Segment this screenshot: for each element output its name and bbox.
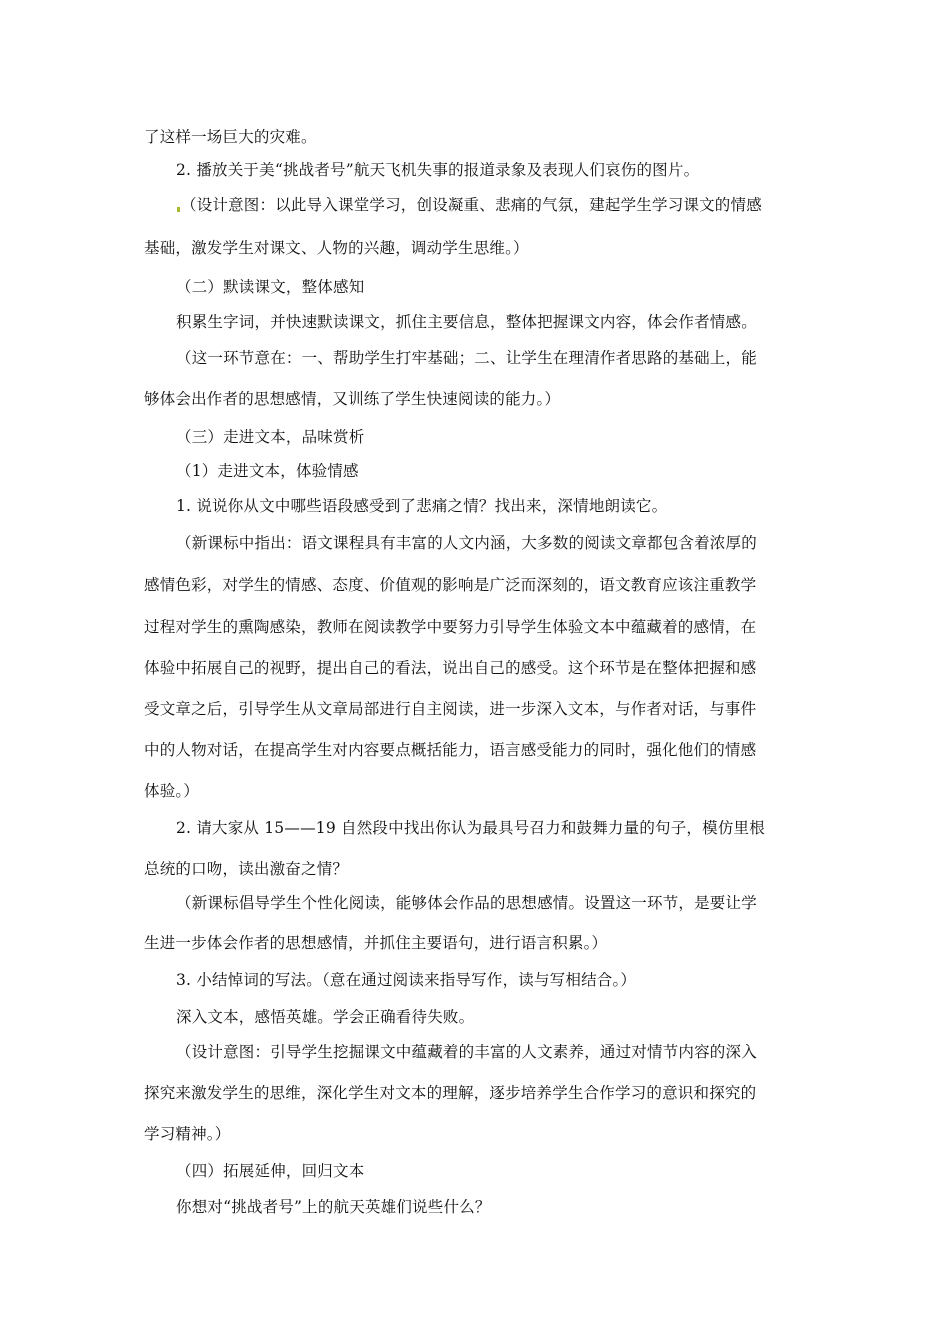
text-line: （新课标倡导学生个性化阅读，能够体会作品的思想感情。设置这一环节，是要让学: [176, 894, 757, 912]
text-line: 基础，激发学生对课文、人物的兴趣，调动学生思维。）: [144, 239, 529, 257]
text-line: （这一环节意在：一、帮助学生打牢基础；二、让学生在理清作者思路的基础上，能: [176, 349, 757, 367]
text-line: 感情色彩，对学生的情感、态度、价值观的影响是广泛而深刻的，语文教育应该注重教学: [144, 576, 757, 594]
text-line: （设计意图：以此导入课堂学习，创设凝重、悲痛的气氛，建起学生学习课文的情感: [176, 195, 762, 215]
text-line: 够体会出作者的思想感情，又训练了学生快速阅读的能力。）: [144, 390, 561, 408]
text-line: 中的人物对话，在提高学生对内容要点概括能力，语言感受能力的同时，强化他们的情感: [144, 741, 757, 759]
marker-dot-icon: [177, 207, 180, 212]
section-heading: （二）默读课文，整体感知: [176, 278, 365, 296]
text-line: 2. 播放关于美“挑战者号”航天飞机失事的报道录象及表现人们哀伤的图片。: [176, 161, 700, 179]
text-line: 体验中拓展自己的视野，提出自己的看法，说出自己的感受。这个环节是在整体把握和感: [144, 659, 757, 677]
text-line: 生进一步体会作者的思想感情，并抓住主要语句，进行语言积累。）: [144, 934, 608, 952]
text-line: 3. 小结悼词的写法。（意在通过阅读来指导写作，读与写相结合。）: [176, 971, 637, 989]
text-line: 过程对学生的熏陶感染，教师在阅读教学中要努力引导学生体验文本中蕴藏着的感情，在: [144, 618, 757, 636]
section-heading: （三）走进文本，品味赏析: [176, 428, 365, 446]
text-line: 总统的口吻，读出激奋之情？: [144, 860, 349, 878]
subsection-heading: （1）走进文本，体验情感: [176, 462, 359, 480]
section-heading: （四）拓展延伸，回归文本: [176, 1162, 365, 1180]
text-line: 你想对“挑战者号”上的航天英雄们说些什么？: [176, 1198, 491, 1216]
text-line: 深入文本，感悟英雄。学会正确看待失败。: [176, 1008, 475, 1026]
text-line: 积累生字词，并快速默读课文，抓住主要信息，整体把握课文内容，体会作者情感。: [176, 313, 757, 331]
text-line: 体验。）: [144, 782, 200, 800]
text-line: 了这样一场巨大的灾难。: [144, 128, 317, 146]
text-line: 1. 说说你从文中哪些语段感受到了悲痛之情？找出来，深情地朗读它。: [176, 497, 668, 515]
text-line: 学习精神。）: [144, 1125, 231, 1143]
text-line: （新课标中指出：语文课程具有丰富的人文内涵，大多数的阅读文章都包含着浓厚的: [176, 534, 757, 552]
text-line: 受文章之后，引导学生从文章局部进行自主阅读，进一步深入文本，与作者对话，与事件: [144, 700, 757, 718]
text-line: 探究来激发学生的思维，深化学生对文本的理解，逐步培养学生合作学习的意识和探究的: [144, 1084, 757, 1102]
text-line: （设计意图：引导学生挖掘课文中蕴藏着的丰富的人文素养，通过对情节内容的深入: [176, 1043, 757, 1061]
text-line: 2. 请大家从 15——19 自然段中找出你认为最具号召力和鼓舞力量的句子，模仿里根: [176, 819, 765, 837]
